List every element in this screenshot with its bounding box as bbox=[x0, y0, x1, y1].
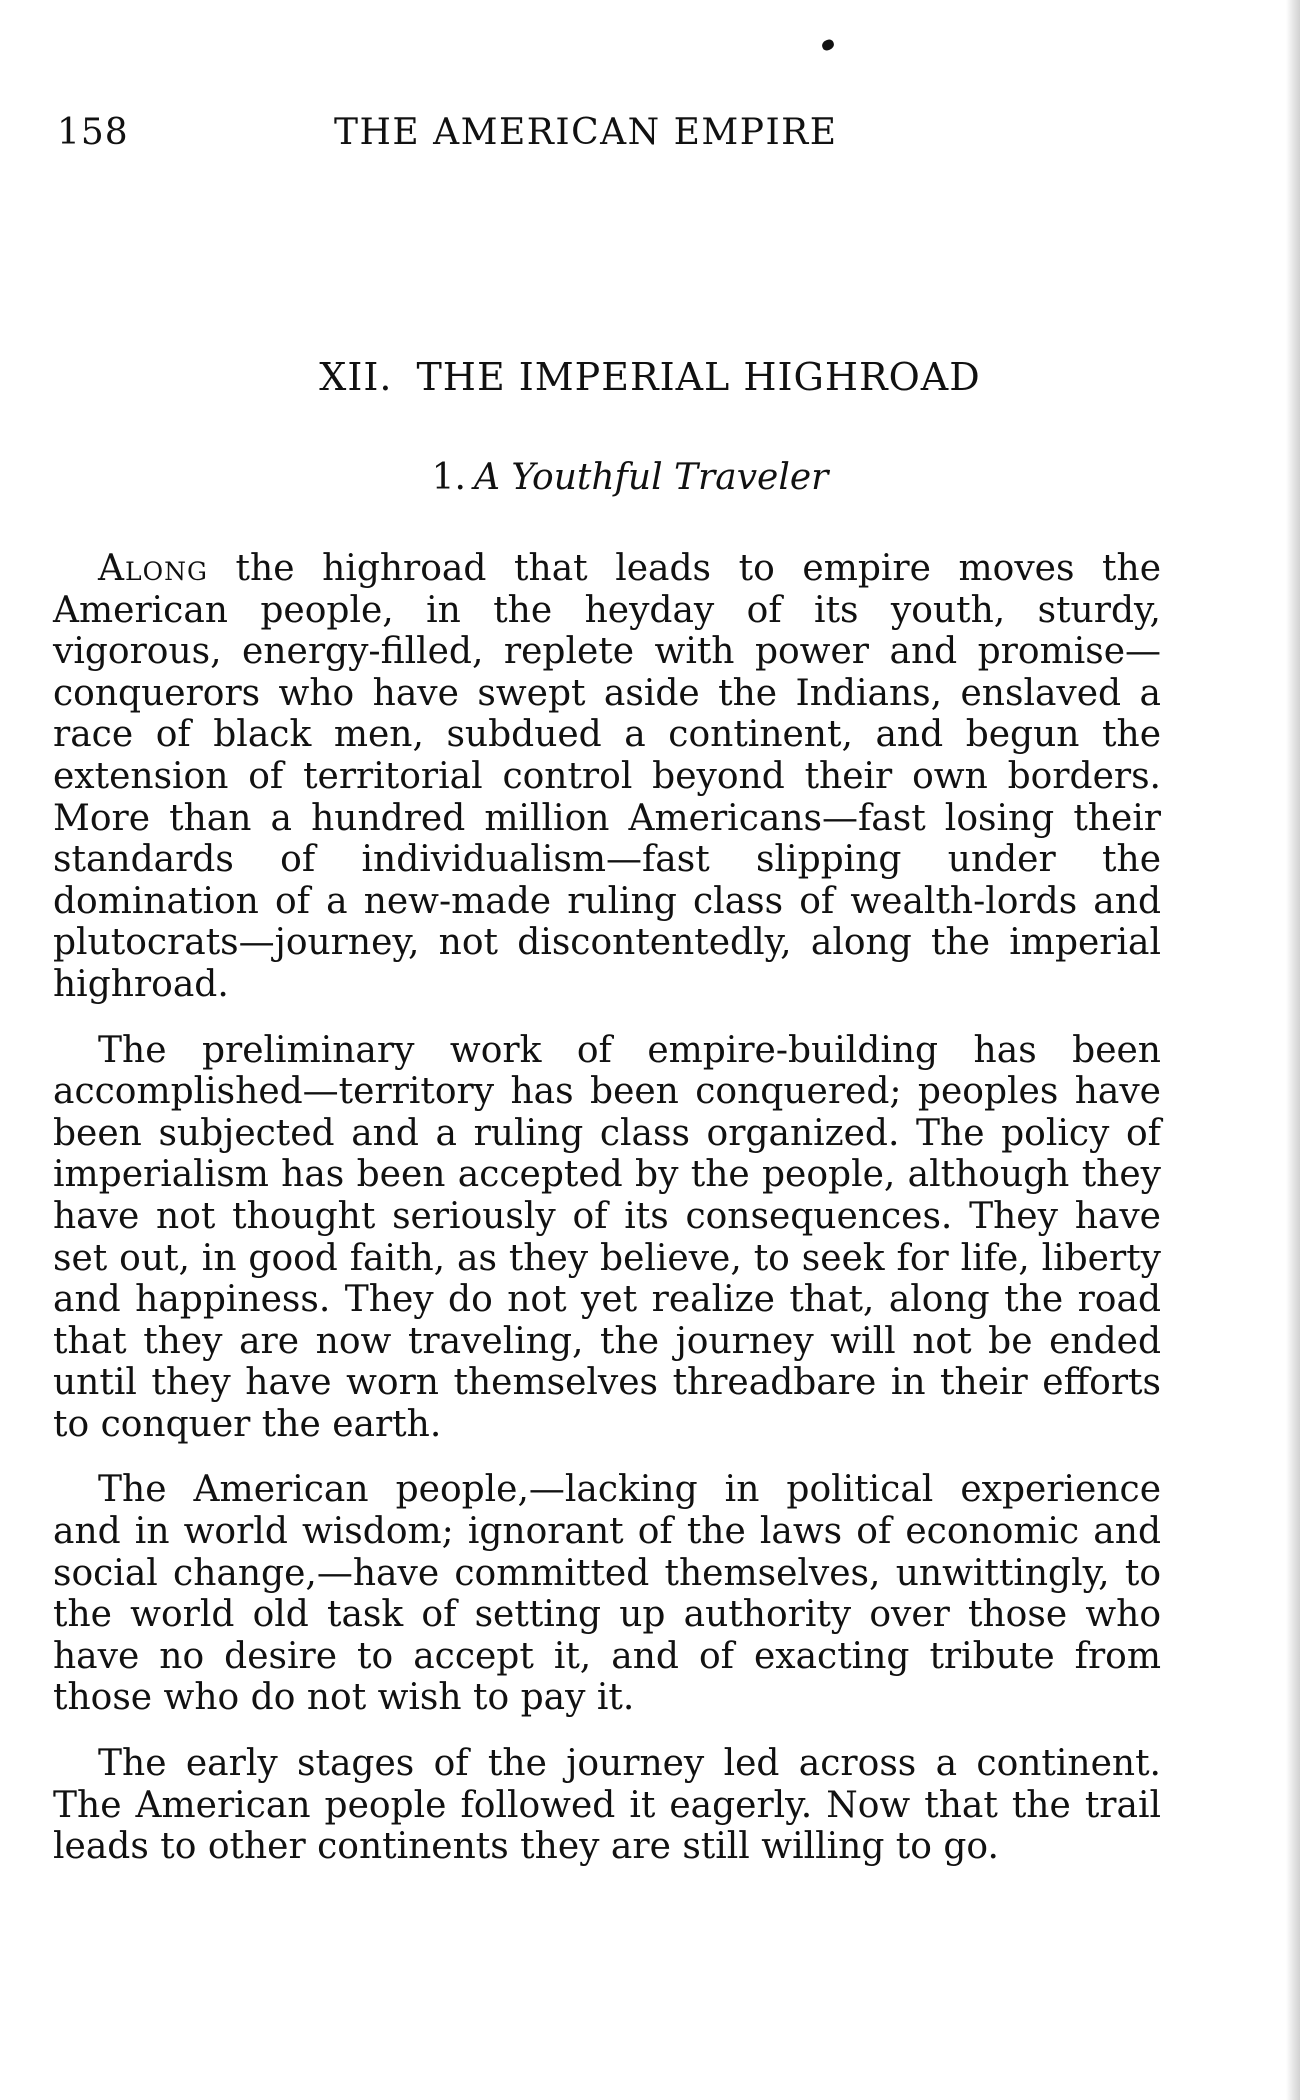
book-title: THE AMERICAN EMPIRE bbox=[334, 112, 838, 153]
paragraph-4: The early stages of the journey led across a continent. The American people followed it eagerly. Now that the trail leads to other continents they are still willing to go. bbox=[53, 1743, 1161, 1868]
paragraph-3: The American people,—lacking in political experience and in world wisdom; ignorant of the laws of economic and social change,—have committed themselves, unwittingly, to the world old task of setting up authority over those who have no desire to accept it, and of exacting tribute from those who do not wish to pay it. bbox=[53, 1469, 1161, 1719]
ink-mark bbox=[821, 38, 836, 52]
chapter-number: XII. bbox=[319, 355, 393, 399]
chapter-title: THE IMPERIAL HIGHROAD bbox=[416, 355, 981, 399]
running-head bbox=[0, 112, 1300, 162]
section-number: 1. bbox=[431, 457, 466, 498]
paragraph-1-text: the highroad that leads to empire moves the American people, in the heyday of its youth, sturdy, vigorous, energy-filled, replete with power and promise—conquerors who have swept aside the Indians, enslaved a race of black men, subdued a continent, and begun the extension of territorial control beyond their own borders. More than a hundred million Americans—fast losing their standards of individualism—fast slipping under the domination of a new-made ruling class of wealth-lords and plutocrats—journey, not discontentedly, along the imperial highroad. bbox=[53, 548, 1161, 1005]
body-text bbox=[53, 548, 1161, 1892]
section-heading bbox=[0, 457, 1260, 498]
page-edge-shadow bbox=[1286, 0, 1300, 2100]
chapter-heading bbox=[0, 355, 1300, 399]
paragraph-lead-word: Along bbox=[98, 548, 208, 589]
paragraph-2: The preliminary work of empire-building has been accomplished—territory has been conquered; peoples have been subjected and a ruling class organized. The policy of imperialism has been accepted by the people, although they have not thought seriously of its consequences. They have set out, in good faith, as they believe, to seek for life, liberty and happiness. They do not yet realize that, along the road that they are now traveling, the journey will not be ended until they have worn themselves threadbare in their efforts to conquer the earth. bbox=[53, 1029, 1161, 1445]
page-number: 158 bbox=[57, 112, 129, 153]
section-title: A Youthful Traveler bbox=[473, 457, 829, 498]
paragraph-1 bbox=[53, 548, 1161, 1006]
